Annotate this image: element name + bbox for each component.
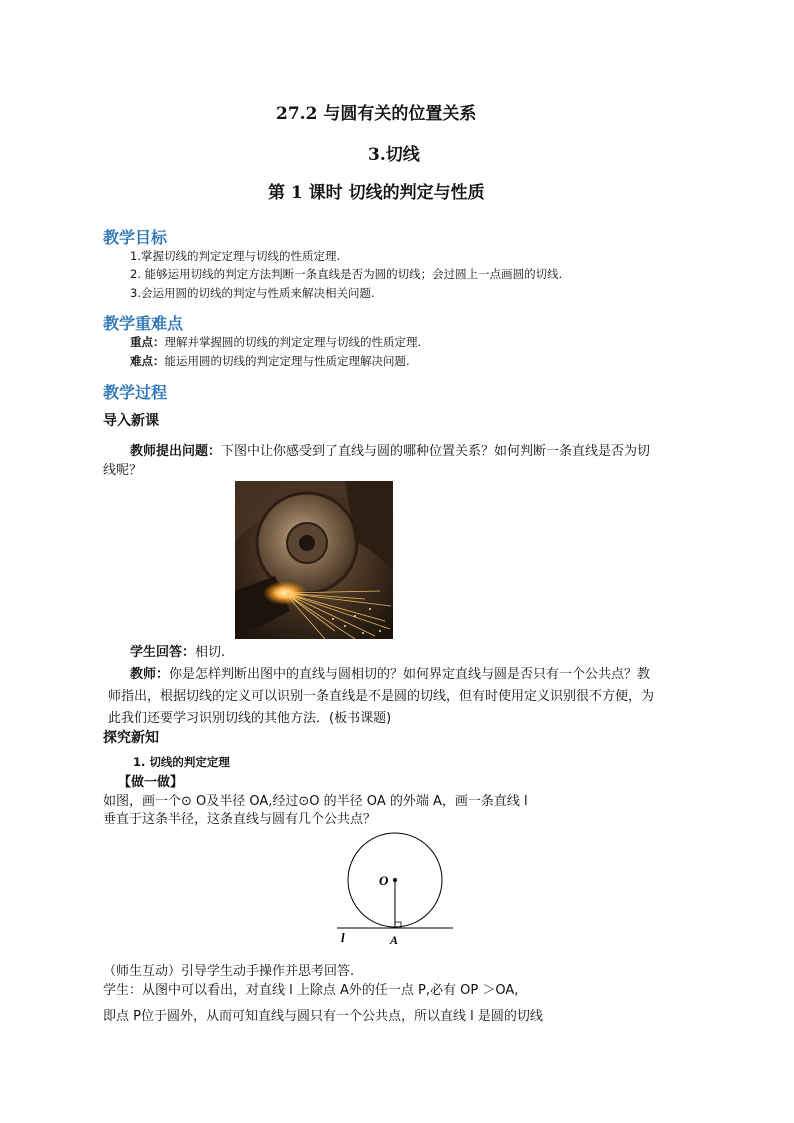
teacher-question-label: 教师提出问题：	[130, 444, 222, 459]
difficulty-point	[130, 353, 410, 369]
teacher-remark	[130, 663, 650, 682]
student-answer-text: 相切.	[195, 645, 226, 660]
doit-heading: 【做一做】	[118, 775, 184, 790]
difficulty-label: 难点：	[130, 354, 165, 368]
difficulty-text: 能运用圆的切线的判定定理与性质定理解决问题.	[164, 354, 410, 368]
key-point	[130, 334, 421, 350]
key-label: 重点：	[130, 335, 165, 349]
teacher-remark-cont: 此我们还要学习识别切线的其他方法．(板书课题)	[108, 711, 392, 726]
goals-heading: 教学目标	[103, 228, 168, 247]
label-o: O	[379, 873, 389, 888]
center-point	[393, 878, 397, 882]
key-text: 理解并掌握圆的切线的判定定理与切线的性质定理.	[164, 335, 422, 349]
theorem-heading: 1. 切线的判定定理	[133, 755, 230, 769]
page-title: 27.2 与圆有关的位置关系	[276, 104, 477, 124]
intro-heading: 导入新课	[103, 413, 159, 429]
student-answer	[130, 641, 225, 660]
goal-item: 1.掌握切线的判定定理与切线的性质定理.	[130, 249, 341, 263]
goal-item: 2. 能够运用切线的判定方法判断一条直线是否为圆的切线；会过圆上一点画圆的切线.	[130, 267, 563, 281]
teacher-remark-text: 你是怎样判断出图中的直线与圆相切的？如何界定直线与圆是否只有一个公共点？教	[169, 667, 651, 682]
student-answer-label: 学生回答：	[130, 645, 196, 660]
process-heading: 教学过程	[103, 383, 168, 402]
explore-heading: 探究新知	[103, 730, 159, 746]
grinder-photo	[235, 481, 393, 639]
interaction-note: （师生互动）引导学生动手操作并思考回答.	[103, 964, 355, 979]
doit-text-cont: 垂直于这条半径，这条直线与圆有几个公共点？	[103, 812, 377, 827]
goal-item: 3.会运用圆的切线的判定与性质来解决相关问题.	[130, 286, 375, 300]
teacher-remark-label: 教师：	[130, 667, 170, 682]
doit-text: 如图，画一个⊙ O及半径 OA,经过⊙O 的半径 OA 的外端 A，画一条直线 l	[103, 794, 528, 809]
teacher-question	[130, 440, 650, 459]
student-reasoning-cont: 即点 P位于圆外，从而可知直线与圆只有一个公共点，所以直线 l 是圆的切线	[103, 1009, 543, 1024]
teacher-question-text: 下图中让你感受到了直线与圆的哪种位置关系？如何判断一条直线是否为切	[221, 444, 651, 459]
section-subtitle: 3.切线	[368, 145, 420, 165]
teacher-question-cont: 线呢？	[103, 463, 143, 478]
tangent-diagram	[333, 832, 455, 952]
keypoints-heading: 教学重难点	[103, 314, 184, 333]
teacher-remark-cont: 师指出，根据切线的定义可以识别一条直线是不是圆的切线，但有时使用定义识别很不方便，为	[108, 689, 655, 704]
student-reasoning: 学生：从图中可以看出，对直线 l 上除点 A外的任一点 P,必有 OP ＞OA,	[103, 983, 519, 998]
label-a: A	[390, 933, 399, 947]
lesson-title: 第 1 课时 切线的判定与性质	[268, 183, 485, 203]
label-l: l	[341, 930, 345, 945]
grinder-illustration	[235, 481, 393, 639]
